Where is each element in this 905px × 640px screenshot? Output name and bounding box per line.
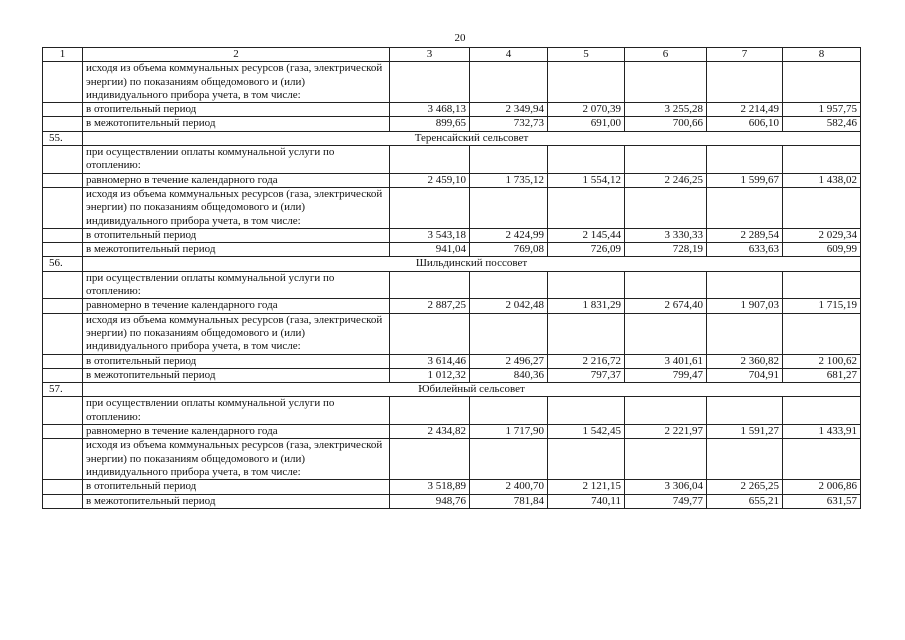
section-title: Юбилейный сельсовет (83, 383, 861, 397)
description-cell: в межотопительный период (83, 243, 390, 257)
value-cell: 2 496,27 (470, 354, 548, 368)
page-number: 20 (454, 32, 466, 44)
description-cell: при осуществлении оплаты коммунальной услуги по отоплению: (83, 146, 390, 174)
value-cell: 655,21 (707, 494, 783, 508)
value-cell: 3 518,89 (390, 480, 470, 494)
section-row (43, 131, 861, 145)
empty-cell (470, 146, 548, 174)
value-cell: 726,09 (548, 243, 625, 257)
section-title: Терeнсайский сельсовет (83, 131, 861, 145)
header-cell: 6 (625, 48, 707, 62)
table-row (43, 103, 861, 117)
value-cell: 2 289,54 (707, 228, 783, 242)
tariff-table (42, 47, 861, 509)
section-row (43, 257, 861, 271)
table-row (43, 368, 861, 382)
value-cell: 2 246,25 (625, 173, 707, 187)
value-cell: 1 554,12 (548, 173, 625, 187)
index-cell (43, 117, 83, 131)
value-cell: 1 012,32 (390, 368, 470, 382)
empty-cell (707, 62, 783, 103)
value-cell: 732,73 (470, 117, 548, 131)
empty-cell (783, 187, 861, 228)
value-cell: 2 265,25 (707, 480, 783, 494)
table-row (43, 439, 861, 480)
value-cell: 2 887,25 (390, 299, 470, 313)
index-cell (43, 368, 83, 382)
empty-cell (548, 271, 625, 299)
header-row (43, 48, 861, 62)
value-cell: 1 831,29 (548, 299, 625, 313)
index-cell (43, 425, 83, 439)
header-cell: 3 (390, 48, 470, 62)
index-cell (43, 480, 83, 494)
empty-cell (470, 439, 548, 480)
value-cell: 2 216,72 (548, 354, 625, 368)
index-cell (43, 243, 83, 257)
index-cell (43, 103, 83, 117)
value-cell: 1 542,45 (548, 425, 625, 439)
table-row (43, 146, 861, 174)
index-cell (43, 397, 83, 425)
empty-cell (707, 313, 783, 354)
header-cell: 1 (43, 48, 83, 62)
index-cell (43, 299, 83, 313)
value-cell: 2 100,62 (783, 354, 861, 368)
value-cell: 797,37 (548, 368, 625, 382)
empty-cell (548, 62, 625, 103)
empty-cell (783, 313, 861, 354)
value-cell: 2 006,86 (783, 480, 861, 494)
empty-cell (548, 146, 625, 174)
description-cell: равномерно в течение календарного года (83, 299, 390, 313)
empty-cell (470, 62, 548, 103)
empty-cell (707, 397, 783, 425)
value-cell: 2 070,39 (548, 103, 625, 117)
value-cell: 781,84 (470, 494, 548, 508)
header-cell: 4 (470, 48, 548, 62)
index-cell (43, 354, 83, 368)
index-cell (43, 271, 83, 299)
empty-cell (470, 397, 548, 425)
value-cell: 2 029,34 (783, 228, 861, 242)
table-body (43, 48, 861, 509)
value-cell: 1 717,90 (470, 425, 548, 439)
value-cell: 681,27 (783, 368, 861, 382)
description-cell: в отопительный период (83, 480, 390, 494)
value-cell: 2 121,15 (548, 480, 625, 494)
description-cell: в межотопительный период (83, 117, 390, 131)
value-cell: 631,57 (783, 494, 861, 508)
value-cell: 2 042,48 (470, 299, 548, 313)
description-cell: при осуществлении оплаты коммунальной услуги по отоплению: (83, 271, 390, 299)
value-cell: 2 400,70 (470, 480, 548, 494)
description-cell: исходя из объема коммунальных ресурсов (газа, электрической энергии) по показаниям общедомового и (или) индивидуального прибора учета, в том числе: (83, 187, 390, 228)
description-cell: равномерно в течение календарного года (83, 425, 390, 439)
section-title: Шильдинский поссовет (83, 257, 861, 271)
empty-cell (548, 313, 625, 354)
value-cell: 609,99 (783, 243, 861, 257)
empty-cell (707, 146, 783, 174)
empty-cell (625, 62, 707, 103)
value-cell: 1 599,67 (707, 173, 783, 187)
header-cell: 2 (83, 48, 390, 62)
section-number: 55. (43, 131, 83, 145)
value-cell: 2 434,82 (390, 425, 470, 439)
index-cell (43, 146, 83, 174)
empty-cell (625, 313, 707, 354)
value-cell: 2 424,99 (470, 228, 548, 242)
description-cell: в межотопительный период (83, 494, 390, 508)
index-cell (43, 439, 83, 480)
empty-cell (783, 62, 861, 103)
value-cell: 799,47 (625, 368, 707, 382)
empty-cell (390, 313, 470, 354)
empty-cell (625, 439, 707, 480)
value-cell: 1 438,02 (783, 173, 861, 187)
empty-cell (470, 271, 548, 299)
value-cell: 700,66 (625, 117, 707, 131)
value-cell: 2 214,49 (707, 103, 783, 117)
empty-cell (470, 313, 548, 354)
empty-cell (548, 187, 625, 228)
index-cell (43, 62, 83, 103)
empty-cell (470, 187, 548, 228)
value-cell: 1 715,19 (783, 299, 861, 313)
index-cell (43, 313, 83, 354)
value-cell: 740,11 (548, 494, 625, 508)
section-row (43, 383, 861, 397)
description-cell: в отопительный период (83, 228, 390, 242)
table-row (43, 173, 861, 187)
header-cell: 7 (707, 48, 783, 62)
table-row (43, 228, 861, 242)
value-cell: 691,00 (548, 117, 625, 131)
value-cell: 899,65 (390, 117, 470, 131)
value-cell: 633,63 (707, 243, 783, 257)
value-cell: 749,77 (625, 494, 707, 508)
description-cell: при осуществлении оплаты коммунальной услуги по отоплению: (83, 397, 390, 425)
section-number: 57. (43, 383, 83, 397)
empty-cell (390, 62, 470, 103)
empty-cell (783, 439, 861, 480)
value-cell: 2 360,82 (707, 354, 783, 368)
value-cell: 3 543,18 (390, 228, 470, 242)
value-cell: 2 145,44 (548, 228, 625, 242)
empty-cell (783, 271, 861, 299)
value-cell: 2 674,40 (625, 299, 707, 313)
empty-cell (390, 187, 470, 228)
value-cell: 1 907,03 (707, 299, 783, 313)
empty-cell (707, 439, 783, 480)
value-cell: 1 591,27 (707, 425, 783, 439)
empty-cell (625, 271, 707, 299)
value-cell: 2 221,97 (625, 425, 707, 439)
value-cell: 704,91 (707, 368, 783, 382)
table-row (43, 494, 861, 508)
table-row (43, 425, 861, 439)
empty-cell (783, 397, 861, 425)
empty-cell (707, 271, 783, 299)
empty-cell (625, 146, 707, 174)
table-row (43, 354, 861, 368)
empty-cell (390, 439, 470, 480)
value-cell: 2 459,10 (390, 173, 470, 187)
table-row (43, 62, 861, 103)
index-cell (43, 187, 83, 228)
table-row (43, 313, 861, 354)
value-cell: 769,08 (470, 243, 548, 257)
table-row (43, 187, 861, 228)
value-cell: 840,36 (470, 368, 548, 382)
value-cell: 1 957,75 (783, 103, 861, 117)
value-cell: 728,19 (625, 243, 707, 257)
empty-cell (625, 397, 707, 425)
value-cell: 941,04 (390, 243, 470, 257)
empty-cell (707, 187, 783, 228)
description-cell: исходя из объема коммунальных ресурсов (газа, электрической энергии) по показаниям общедомового и (или) индивидуального прибора учета, в том числе: (83, 62, 390, 103)
description-cell: в отопительный период (83, 103, 390, 117)
index-cell (43, 173, 83, 187)
index-cell (43, 494, 83, 508)
header-cell: 8 (783, 48, 861, 62)
table-row (43, 397, 861, 425)
table-row (43, 117, 861, 131)
value-cell: 3 401,61 (625, 354, 707, 368)
empty-cell (390, 397, 470, 425)
value-cell: 3 468,13 (390, 103, 470, 117)
header-cell: 5 (548, 48, 625, 62)
description-cell: равномерно в течение календарного года (83, 173, 390, 187)
value-cell: 3 614,46 (390, 354, 470, 368)
table-row (43, 243, 861, 257)
empty-cell (390, 146, 470, 174)
description-cell: в межотопительный период (83, 368, 390, 382)
description-cell: исходя из объема коммунальных ресурсов (газа, электрической энергии) по показаниям общедомового и (или) индивидуального прибора учета, в том числе: (83, 313, 390, 354)
value-cell: 2 349,94 (470, 103, 548, 117)
section-number: 56. (43, 257, 83, 271)
value-cell: 3 255,28 (625, 103, 707, 117)
empty-cell (548, 397, 625, 425)
value-cell: 1 433,91 (783, 425, 861, 439)
table-row (43, 271, 861, 299)
index-cell (43, 228, 83, 242)
description-cell: в отопительный период (83, 354, 390, 368)
value-cell: 3 330,33 (625, 228, 707, 242)
description-cell: исходя из объема коммунальных ресурсов (газа, электрической энергии) по показаниям общедомового и (или) индивидуального прибора учета, в том числе: (83, 439, 390, 480)
empty-cell (783, 146, 861, 174)
value-cell: 948,76 (390, 494, 470, 508)
table-row (43, 480, 861, 494)
value-cell: 606,10 (707, 117, 783, 131)
value-cell: 3 306,04 (625, 480, 707, 494)
value-cell: 582,46 (783, 117, 861, 131)
empty-cell (390, 271, 470, 299)
empty-cell (548, 439, 625, 480)
table-row (43, 299, 861, 313)
empty-cell (625, 187, 707, 228)
value-cell: 1 735,12 (470, 173, 548, 187)
